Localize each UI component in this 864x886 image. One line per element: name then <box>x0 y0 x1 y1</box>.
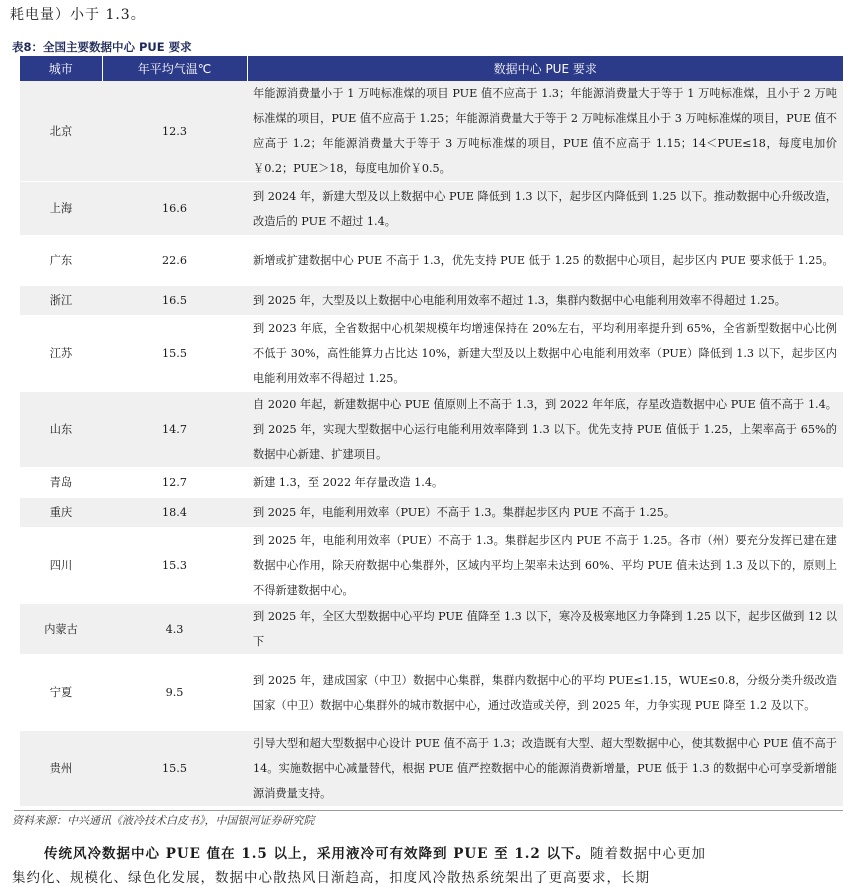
body-paragraph <box>44 842 706 862</box>
temp-cell: 14.7 <box>102 392 247 468</box>
city-cell: 内蒙古 <box>20 604 102 655</box>
table-row <box>20 392 843 468</box>
requirement-cell: 自 2020 年起，新建数据中心 PUE 值原则上不高于 1.3，到 2022 年年底，存星改造数据中心 PUE 值不高于 1.4。到 2025 年，实现大型数据中心运行电能利用效率降到 1.3 以下。优先支持 PUE 值低于 1.25，上架率高于 65%的数据中心新建、扩建项目。 <box>247 392 843 468</box>
requirement-cell: 年能源消费量小于 1 万吨标准煤的项目 PUE 值不应高于 1.3；年能源消费量大于等于 1 万吨标准煤，且小于 2 万吨标准煤的项目，PUE 值不应高于 1.25；年能源消费量大于等于 2 万吨标准煤且小于 3 万吨标准煤的项目，PUE 值不应高于 1.2；年能源消费量大于等于 3 万吨标准煤的项目，PUE 值不应高于 1.15；14＜PUE≤18，每度电加价￥0.2；PUE＞18，每度电加价￥0.5。 <box>247 81 843 182</box>
table-row <box>20 81 843 182</box>
temp-cell: 12.3 <box>102 81 247 182</box>
source-note: 资料来源：中兴通讯《液冷技术白皮书》，中国银河证券研究院 <box>12 814 315 827</box>
requirement-cell: 到 2024 年，新建大型及以上数据中心 PUE 降低到 1.3 以下，起步区内降低到 1.25 以下。推动数据中心升级改造，改造后的 PUE 不超过 1.4。 <box>247 182 843 236</box>
city-cell: 四川 <box>20 528 102 604</box>
temp-cell: 22.6 <box>102 236 247 286</box>
paragraph-rest: 随着数据中心更加 <box>590 846 707 862</box>
requirement-cell: 新增或扩建数据中心 PUE 不高于 1.3，优先支持 PUE 低于 1.25 的数据中心项目，起步区内 PUE 要求低于 1.25。 <box>247 236 843 286</box>
table-caption: 表8：全国主要数据中心 PUE 要求 <box>12 40 192 54</box>
requirement-cell: 引导大型和超大型数据中心设计 PUE 值不高于 1.3；改造既有大型、超大型数据中心，使其数据中心 PUE 值不高于 14。实施数据中心减量替代，根据 PUE 值严控数据中心的能源消费新增量，PUE 低于 1.3 的数据中心可享受新增能源消费量支持。 <box>247 731 843 807</box>
requirement-cell: 到 2025 年，大型及以上数据中心电能利用效率不超过 1.3，集群内数据中心电能利用效率不得超过 1.25。 <box>247 286 843 316</box>
city-cell: 广东 <box>20 236 102 286</box>
temp-cell: 16.5 <box>102 286 247 316</box>
temp-cell: 15.5 <box>102 316 247 392</box>
table-row <box>20 236 843 286</box>
temp-cell: 4.3 <box>102 604 247 655</box>
table-header-row <box>20 56 843 81</box>
table-row <box>20 655 843 731</box>
requirement-cell: 到 2025 年，电能利用效率（PUE）不高于 1.3。集群起步区内 PUE 不高于 1.25。各市（州）要充分发挥已建在建数据中心作用，除天府数据中心集群外，区域内平均上架率未达到 60%、平均 PUE 值未达到 1.3 及以下的，原则上不得新建数据中心。 <box>247 528 843 604</box>
header-city: 城市 <box>20 56 102 81</box>
table-bottom-rule <box>14 810 843 811</box>
paragraph-lead-bold: 传统风冷数据中心 PUE 值在 1.5 以上，采用液冷可有效降到 PUE 至 1.2 以下。 <box>44 846 591 862</box>
table-row <box>20 286 843 316</box>
requirement-cell: 到 2025 年，电能利用效率（PUE）不高于 1.3。集群起步区内 PUE 不高于 1.25。 <box>247 498 843 528</box>
city-cell: 山东 <box>20 392 102 468</box>
temp-cell: 12.7 <box>102 468 247 498</box>
city-cell: 浙江 <box>20 286 102 316</box>
city-cell: 青岛 <box>20 468 102 498</box>
table-row <box>20 731 843 807</box>
requirement-cell: 到 2025 年，建成国家（中卫）数据中心集群，集群内数据中心的平均 PUE≤1.15，WUE≤0.8，分级分类升级改造国家（中卫）数据中心集群外的城市数据中心，通过改造或关停，到 2025 年，力争实现 PUE 降至 1.2 及以下。 <box>247 655 843 731</box>
pue-requirements-table <box>20 56 843 807</box>
body-paragraph-cutoff-line: 集约化、规模化、绿色化发展，数据中心散热风日渐趋高，扣度风冷散热系统架出了更高要求，长期 <box>12 870 650 886</box>
table-row <box>20 604 843 655</box>
city-cell: 重庆 <box>20 498 102 528</box>
requirement-cell: 到 2023 年底，全省数据中心机架规模年均增速保持在 20%左右，平均利用率提升到 65%，全省新型数据中心比例不低于 30%，高性能算力占比达 10%，新建大型及以上数据中心电能利用效率（PUE）降低到 1.3 以下，起步区内电能利用效率不得超过 1.25。 <box>247 316 843 392</box>
city-cell: 宁夏 <box>20 655 102 731</box>
city-cell: 北京 <box>20 81 102 182</box>
preceding-text-line: 耗电量）小于 1.3。 <box>10 7 146 23</box>
table-row <box>20 498 843 528</box>
city-cell: 江苏 <box>20 316 102 392</box>
requirement-cell: 到 2025 年，全区大型数据中心平均 PUE 值降至 1.3 以下，寒冷及极寒地区力争降到 1.25 以下，起步区做到 12 以下 <box>247 604 843 655</box>
temp-cell: 16.6 <box>102 182 247 236</box>
table-row <box>20 468 843 498</box>
city-cell: 贵州 <box>20 731 102 807</box>
temp-cell: 18.4 <box>102 498 247 528</box>
header-pue-requirement: 数据中心 PUE 要求 <box>247 56 843 81</box>
table-row <box>20 316 843 392</box>
temp-cell: 15.5 <box>102 731 247 807</box>
temp-cell: 15.3 <box>102 528 247 604</box>
city-cell: 上海 <box>20 182 102 236</box>
requirement-cell: 新建 1.3，至 2022 年存量改造 1.4。 <box>247 468 843 498</box>
table-row <box>20 182 843 236</box>
header-avg-temp: 年平均气温℃ <box>102 56 247 81</box>
table-row <box>20 528 843 604</box>
temp-cell: 9.5 <box>102 655 247 731</box>
